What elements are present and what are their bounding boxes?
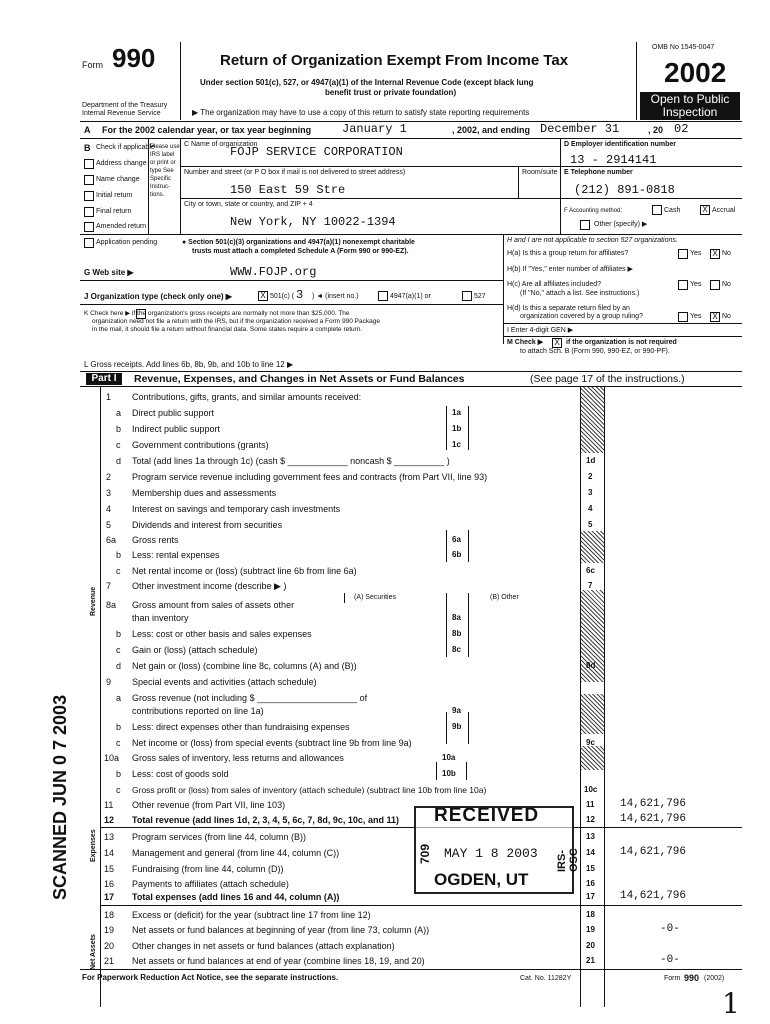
col-num: 11 xyxy=(586,800,595,809)
hc-no-label: No xyxy=(722,281,731,288)
box-9a: 9a xyxy=(452,706,461,715)
part-i-label: Part I xyxy=(91,373,117,384)
line-text: Government contributions (grants) xyxy=(132,440,269,450)
501c-label: 501(c) ( xyxy=(270,293,295,300)
scanned-stamp: SCANNED JUN 0 7 2003 xyxy=(50,694,70,900)
line-b-label: B xyxy=(84,143,91,153)
line-text: Less: cost of goods sold xyxy=(132,769,229,779)
line-text: Interest on savings and temporary cash investments xyxy=(132,504,341,514)
line-num: b xyxy=(116,424,122,434)
line-text: Gross profit or (loss) from sales of inventory (attach schedule) (subtract line 10b from line 10a) xyxy=(132,785,487,795)
box-1c: 1c xyxy=(452,440,461,449)
other-method-checkbox[interactable] xyxy=(580,220,590,230)
dept-line-2: Internal Revenue Service xyxy=(82,110,161,117)
line-num: 9 xyxy=(106,677,112,687)
gen-label: I Enter 4-digit GEN ▶ xyxy=(507,327,574,334)
ha-no-checkbox[interactable]: X xyxy=(710,249,720,259)
ein-label: D Employer identification number xyxy=(564,141,677,148)
box-1a: 1a xyxy=(452,408,461,417)
hc-question: H(c) Are all affiliates included? xyxy=(507,281,602,288)
line-num: 11 xyxy=(104,800,114,810)
form-label: Form xyxy=(82,60,103,70)
footer-paperwork: For Paperwork Reduction Act Notice, see the separate instructions. xyxy=(82,973,339,982)
line-text: Net assets or fund balances at end of year (combine lines 18, 19, and 20) xyxy=(132,956,425,966)
line-19-amount: -0- xyxy=(660,923,680,935)
col-num: 21 xyxy=(586,956,595,965)
amended-return-label: Amended return xyxy=(96,223,147,230)
website-value: WWW.FOJP.org xyxy=(230,265,317,279)
final-return-checkbox[interactable] xyxy=(84,207,94,217)
col-num: 16 xyxy=(586,879,595,888)
city-value: New York, NY 10022-1394 xyxy=(230,215,396,229)
line-num: 20 xyxy=(104,941,115,951)
m-text-2: to attach Sch. B (Form 990, 990-EZ, or 990-PF). xyxy=(520,348,670,355)
side-label-net-assets: Net Assets xyxy=(90,934,97,970)
line-text: Gross sales of inventory, less returns and allowances xyxy=(132,753,344,763)
cash-checkbox[interactable] xyxy=(652,205,662,215)
box-8b: 8b xyxy=(452,629,462,638)
securities-col-header: (A) Securities xyxy=(354,594,397,601)
col-num: 12 xyxy=(586,815,595,824)
line-text: Gross revenue (not including $ ____________________ of xyxy=(132,693,368,703)
k-line-2: organization need not file a return with the IRS, but if the organization received a Form 990 Package xyxy=(92,318,380,325)
sec501-text-2: trusts must attach a completed Schedule A (Form 990 or 990-EZ). xyxy=(192,248,409,255)
line-num: 4 xyxy=(106,504,112,514)
tax-year-end-yy: 02 xyxy=(674,122,689,136)
form-number: 990 xyxy=(112,43,156,73)
line-num: 19 xyxy=(104,925,115,935)
other-col-header: (B) Other xyxy=(490,594,519,601)
ha-question: H(a) Is this a group return for affiliates? xyxy=(507,250,629,257)
line-num: c xyxy=(116,645,121,655)
col-num: 15 xyxy=(586,864,595,873)
box-9b: 9b xyxy=(452,722,462,731)
received-stamp xyxy=(414,805,580,894)
hd-no-label: No xyxy=(722,313,731,320)
line-text: Less: direct expenses other than fundraising expenses xyxy=(132,722,350,732)
line-num: d xyxy=(116,456,122,466)
footer-cat-no: Cat. No. 11282Y xyxy=(520,975,572,982)
side-label-revenue: Revenue xyxy=(90,586,97,616)
ha-no-label: No xyxy=(722,250,731,257)
org-name-value: FOJP SERVICE CORPORATION xyxy=(230,145,403,159)
hd-question-2: organization covered by a group ruling? xyxy=(520,313,643,320)
line-text: Excess or (deficit) for the year (subtract line 17 from line 12) xyxy=(132,910,371,920)
line-num: d xyxy=(116,661,122,671)
line-text: Less: cost or other basis and sales expenses xyxy=(132,629,312,639)
line-text: Gross rents xyxy=(132,535,179,545)
part-i-note: (See page 17 of the instructions.) xyxy=(530,373,685,385)
line-a-text: For the 2002 calendar year, or tax year beginning xyxy=(102,125,312,135)
col-num: 8d xyxy=(586,661,596,670)
line-num: c xyxy=(116,566,121,576)
line-num: a xyxy=(116,408,122,418)
box-6b: 6b xyxy=(452,550,462,559)
line-11-amount: 14,621,796 xyxy=(620,798,687,810)
ha-yes-label: Yes xyxy=(690,250,702,257)
footer-form-number: 990 xyxy=(684,973,700,983)
line-num: a xyxy=(116,693,122,703)
phone-value: (212) 891-0818 xyxy=(574,183,675,197)
line-text: Membership dues and assessments xyxy=(132,488,277,498)
line-21-amount: -0- xyxy=(660,954,680,966)
footer-form-label: Form xyxy=(664,975,681,982)
line-text: Gain or (loss) (attach schedule) xyxy=(132,645,258,655)
website-label: G Web site ▶ xyxy=(84,268,134,277)
line-text: than inventory xyxy=(132,613,189,623)
line-num: c xyxy=(116,785,121,795)
box-8c: 8c xyxy=(452,645,461,654)
line-text: Total (add lines 1a through 1c) (cash $ ____________ noncash $ __________ ) xyxy=(132,456,450,466)
col-num: 14 xyxy=(586,848,595,857)
form-title: Return of Organization Exempt From Income Tax xyxy=(220,52,569,69)
box-6a: 6a xyxy=(452,535,461,544)
line-text: Fundraising (from line 44, column (D)) xyxy=(132,864,284,874)
hc-note: (If "No," attach a list. See instructions.) xyxy=(520,290,640,297)
m-check-label: M Check ▶ xyxy=(507,339,544,346)
initial-return-checkbox[interactable] xyxy=(84,191,94,201)
line-text: Total revenue (add lines 1d, 2, 3, 4, 5, 6c, 7, 8d, 9c, 10c, and 11) xyxy=(132,815,399,825)
col-num: 5 xyxy=(588,520,593,529)
line-text: Other changes in net assets or fund balances (attach explanation) xyxy=(132,941,395,951)
line-text: Gross amount from sales of assets other xyxy=(132,600,295,610)
address-change-checkbox[interactable] xyxy=(84,159,94,169)
col-num: 20 xyxy=(586,941,595,950)
box-10b: 10b xyxy=(442,769,456,778)
line-text: Payments to affiliates (attach schedule) xyxy=(132,879,289,889)
open-to-public-text: Open to Public xyxy=(650,92,730,106)
box-1b: 1b xyxy=(452,424,462,433)
sec501-text-1: ● Section 501(c)(3) organizations and 4947(a)(1) nonexempt charitable xyxy=(182,239,415,246)
col-num: 13 xyxy=(586,832,595,841)
stamp-left-code: 709 xyxy=(418,843,432,864)
hb-question: H(b) If "Yes," enter number of affiliates ▶ xyxy=(507,266,633,273)
line-text: Program services (from line 44, column (B)) xyxy=(132,832,307,842)
col-num: 9c xyxy=(586,738,595,747)
line-text: Net gain or (loss) (combine line 8c, columns (A) and (B)) xyxy=(132,661,357,671)
org-type-label: J Organization type (check only one) ▶ xyxy=(84,292,232,301)
received-city: OGDEN, UT xyxy=(434,870,529,889)
box-8a: 8a xyxy=(452,613,461,622)
application-pending-checkbox[interactable] xyxy=(84,238,94,248)
col-num: 10c xyxy=(584,785,598,794)
application-pending-label: Application pending xyxy=(96,239,158,246)
check-if-applicable: Check if applicable xyxy=(96,144,155,151)
527-checkbox[interactable] xyxy=(462,291,472,301)
line-text: Program service revenue including government fees and contracts (from Part VII, line 93) xyxy=(132,472,488,482)
527-label: 527 xyxy=(474,293,486,300)
hd-question: H(d) Is this a separate return filed by an xyxy=(507,305,630,312)
line-a-mid: , 2002, and ending xyxy=(452,125,531,135)
hd-yes-label: Yes xyxy=(690,313,702,320)
4947-checkbox[interactable] xyxy=(378,291,388,301)
insert-no-label: ) ◄ (insert no.) xyxy=(312,293,359,300)
col-num: 17 xyxy=(586,892,595,901)
page-handwritten-mark: 1 xyxy=(722,987,740,1020)
name-change-label: Name change xyxy=(96,176,140,183)
501c-checkbox[interactable]: X xyxy=(258,291,268,301)
col-num: 6c xyxy=(586,566,595,575)
line-text: Management and general (from line 44, column (C)) xyxy=(132,848,340,858)
501c-number: 3 xyxy=(296,288,304,302)
line-text: Other revenue (from Part VII, line 103) xyxy=(132,800,286,810)
line-text: contributions reported on line 1a) xyxy=(132,706,264,716)
street-label: Number and street (or P O box if mail is not delivered to street address) xyxy=(184,169,406,176)
open-to-public-badge xyxy=(640,92,740,120)
line-text: Total expenses (add lines 16 and 44, column (A)) xyxy=(132,892,340,902)
line-text: Dividends and interest from securities xyxy=(132,520,283,530)
line-num: 7 xyxy=(106,581,112,591)
subtitle-2: benefit trust or private foundation) xyxy=(325,88,457,97)
line-a-label: A xyxy=(84,125,91,135)
room-suite-label: Room/suite xyxy=(522,169,558,176)
line-num: 18 xyxy=(104,910,115,920)
line-a-yr-prefix: , 20 xyxy=(648,125,664,135)
h-title: H and I are not applicable to section 527 organizations. xyxy=(507,237,678,244)
m-text: if the organization is not required xyxy=(566,339,677,346)
line-num: 17 xyxy=(104,892,115,902)
line-num: b xyxy=(116,769,122,779)
line-num: c xyxy=(116,440,121,450)
col-num: 4 xyxy=(588,504,593,513)
line-14-amount: 14,621,796 xyxy=(620,846,687,858)
inspection-text: Inspection xyxy=(662,105,718,119)
line-text: Other investment income (describe ▶ ) xyxy=(132,581,287,591)
other-method-label: Other (specify) ▶ xyxy=(594,221,648,228)
amended-return-checkbox[interactable] xyxy=(84,222,94,232)
line-num: c xyxy=(116,738,121,748)
tax-year: 2002 xyxy=(664,57,727,88)
footer-form-year: (2002) xyxy=(704,975,725,982)
please-use-irs-label: Please use IRS label or print or type See Specific Instruc-tions. xyxy=(150,144,180,198)
line-num: 8a xyxy=(106,600,117,610)
col-num: 1d xyxy=(586,456,596,465)
line-num: b xyxy=(116,722,122,732)
line-num: 16 xyxy=(104,879,115,889)
line-num: 14 xyxy=(104,848,115,858)
final-return-label: Final return xyxy=(96,208,132,215)
cash-label: Cash xyxy=(664,207,681,214)
tax-year-end: December 31 xyxy=(540,122,620,136)
phone-label: E Telephone number xyxy=(564,169,633,176)
line-num: b xyxy=(116,550,122,560)
line-12-amount: 14,621,796 xyxy=(620,813,687,825)
ein-value: 13 - 2914141 xyxy=(570,153,657,167)
stamp-right-code: IRS-OSC xyxy=(556,848,580,872)
accrual-checkbox[interactable]: X xyxy=(700,205,710,215)
line-text: Less: rental expenses xyxy=(132,550,220,560)
street-value: 150 East 59 Stre xyxy=(230,183,346,197)
box-10a: 10a xyxy=(442,753,456,762)
hd-yes-checkbox[interactable] xyxy=(678,312,688,322)
received-date: MAY 1 8 2003 xyxy=(444,846,538,861)
part-i-title: Revenue, Expenses, and Changes in Net Assets or Fund Balances xyxy=(134,373,465,385)
line-num: 6a xyxy=(106,535,117,545)
line-text: Net income or (loss) from special events (subtract line 9b from line 9a) xyxy=(132,738,412,748)
line-17-amount: 14,621,796 xyxy=(620,890,687,902)
col-num: 2 xyxy=(588,472,593,481)
line-text: Special events and activities (attach schedule) xyxy=(132,677,317,687)
ha-yes-checkbox[interactable] xyxy=(678,249,688,259)
k-line-1: K Check here ▶ if the organization's gross receipts are normally not more than $25,000. The xyxy=(84,310,350,317)
accounting-method-label: F Accounting method: xyxy=(564,208,623,214)
part-i-badge xyxy=(86,373,122,385)
dept-line-1: Department of the Treasury xyxy=(82,102,168,109)
initial-return-label: Initial return xyxy=(96,192,133,199)
col-num: 7 xyxy=(588,581,593,590)
omb-number: OMB No 1545-0047 xyxy=(652,44,715,51)
hc-no-checkbox[interactable] xyxy=(710,280,720,290)
line-num: 13 xyxy=(104,832,115,842)
line-text: Indirect public support xyxy=(132,424,221,434)
line-text: Direct public support xyxy=(132,408,215,418)
state-notice: ▶ The organization may have to use a copy of this return to satisfy state reporting requirements xyxy=(192,108,530,117)
line-num: 21 xyxy=(104,956,115,966)
tax-year-begin: January 1 xyxy=(342,122,407,136)
hc-yes-label: Yes xyxy=(690,281,702,288)
line-num: 10a xyxy=(104,753,120,763)
line-num: b xyxy=(116,629,122,639)
col-num: 19 xyxy=(586,925,595,934)
line-num: 2 xyxy=(106,472,112,482)
hc-yes-checkbox[interactable] xyxy=(678,280,688,290)
col-num: 3 xyxy=(588,488,593,497)
line-num: 3 xyxy=(106,488,112,498)
col-num: 18 xyxy=(586,910,595,919)
line-num: 15 xyxy=(104,864,115,874)
accrual-label: Accrual xyxy=(712,207,736,214)
subtitle-1: Under section 501(c), 527, or 4947(a)(1) of the Internal Revenue Code (except black lung xyxy=(200,78,534,87)
line-num: 1 xyxy=(106,392,112,402)
k-line-3: in the mail, it should file a return without financial data. Some states require a complete return. xyxy=(92,326,363,333)
name-change-checkbox[interactable] xyxy=(84,175,94,185)
line-text: Contributions, gifts, grants, and similar amounts received: xyxy=(132,392,362,402)
l-gross-receipts: L Gross receipts. Add lines 6b, 8b, 9b, and 10b to line 12 ▶ xyxy=(84,360,294,369)
line-num: 12 xyxy=(104,815,115,825)
4947-label: 4947(a)(1) or xyxy=(390,293,431,300)
org-name-label: C Name of organization xyxy=(184,141,258,148)
hd-no-checkbox[interactable]: X xyxy=(710,312,720,322)
received-text: RECEIVED xyxy=(434,805,540,826)
city-label: City or town, state or country, and ZIP + 4 xyxy=(184,201,313,208)
address-change-label: Address change xyxy=(96,160,147,167)
line-text: Net assets or fund balances at beginning of year (from line 73, column (A)) xyxy=(132,925,430,935)
line-text: Net rental income or (loss) (subtract line 6b from line 6a) xyxy=(132,566,357,576)
line-num: 5 xyxy=(106,520,112,530)
m-checkbox[interactable]: X xyxy=(552,338,562,348)
side-label-expenses: Expenses xyxy=(90,829,97,862)
